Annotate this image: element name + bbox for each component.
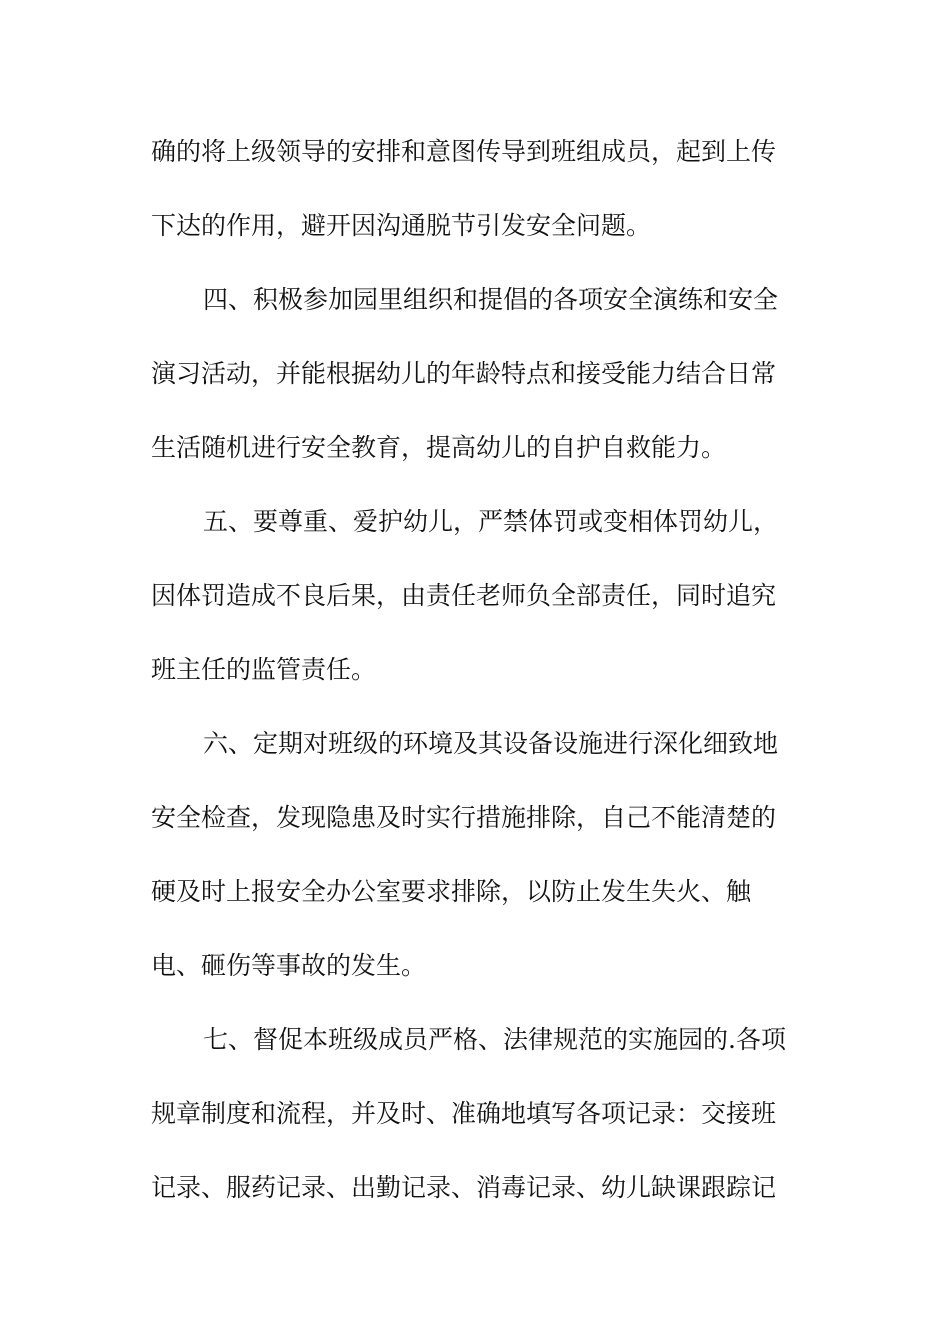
document-body [151, 129, 811, 1239]
text-line: 下达的作用，避开因沟通脱节引发安全问题。 [151, 211, 652, 240]
text-line: 安全检查，发现隐患及时实行措施排除，自己不能清楚的 [151, 803, 777, 832]
text-line: 确的将上级领导的安排和意图传导到班组成员，起到上传 [151, 137, 777, 166]
text-line: 班主任的监管责任。 [151, 655, 377, 684]
text-line: 记录、服药记录、出勤记录、消毒记录、幼儿缺课跟踪记 [151, 1173, 777, 1202]
paragraph-start-line: 六、定期对班级的环境及其设备设施进行深化细致地 [203, 729, 779, 758]
text-line: 规章制度和流程，并及时、准确地填写各项记录：交接班 [151, 1099, 777, 1128]
paragraph-start-line: 七、督促本班级成员严格、法律规范的实施园的.各项 [203, 1025, 786, 1054]
text-line: 因体罚造成不良后果，由责任老师负全部责任，同时追究 [151, 581, 777, 610]
text-line: 演习活动，并能根据幼儿的年龄特点和接受能力结合日常 [151, 359, 777, 388]
text-line: 生活随机进行安全教育，提高幼儿的自护自救能力。 [151, 433, 727, 462]
text-line: 硬及时上报安全办公室要求排除，以防止发生失火、触 [151, 877, 752, 906]
paragraph-start-line: 四、积极参加园里组织和提倡的各项安全演练和安全 [203, 285, 779, 314]
text-line: 电、砸伤等事故的发生。 [151, 951, 427, 980]
paragraph-start-line: 五、要尊重、爱护幼儿，严禁体罚或变相体罚幼儿， [203, 507, 779, 536]
